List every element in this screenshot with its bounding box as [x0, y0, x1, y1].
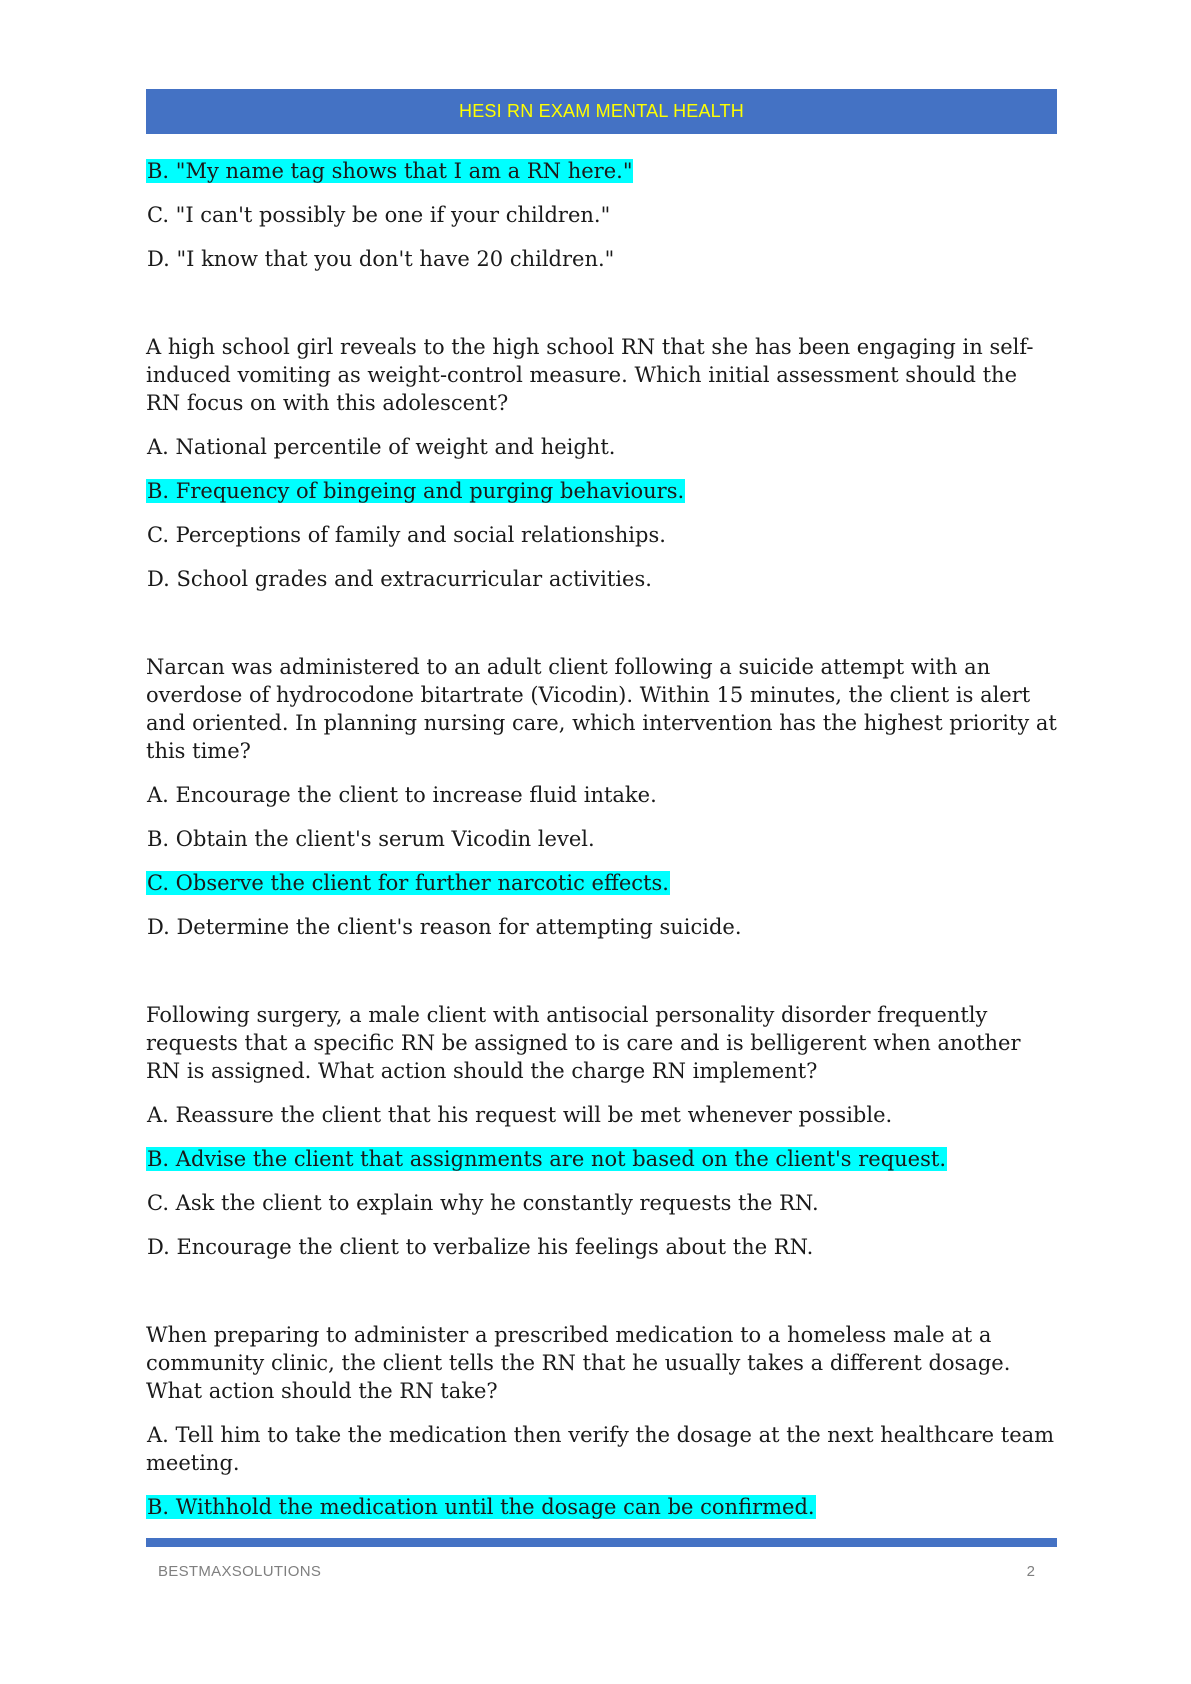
question-block: [146, 333, 1057, 593]
answer-option-text: C. Perceptions of family and social relationships.: [147, 523, 666, 547]
answer-option-correct: [146, 1145, 1057, 1173]
answer-option: [146, 1421, 1057, 1477]
question-text: A high school girl reveals to the high school RN that she has been engaging in self-induced vomiting as weight-control measure. Which initial assessment should the RN focus on with this adolescent?: [146, 335, 1034, 415]
answer-option: [146, 565, 1057, 593]
block-spacer: [146, 1277, 1057, 1321]
block-spacer: [146, 289, 1057, 333]
answer-option: [146, 245, 1057, 273]
answer-option-text: B. Advise the client that assignments are not based on the client's request.: [147, 1147, 946, 1171]
page-title: HESI RN EXAM MENTAL HEALTH: [459, 101, 744, 121]
question-block: [146, 653, 1057, 941]
answer-option-text: B. "My name tag shows that I am a RN here.": [147, 159, 633, 183]
answer-option-text: A. Tell him to take the medication then verify the dosage at the next healthcare team meeting.: [146, 1423, 1055, 1475]
answer-option-text: C. Ask the client to explain why he constantly requests the RN.: [147, 1191, 819, 1215]
answer-option-text: A. Encourage the client to increase fluid intake.: [147, 783, 657, 807]
page-number: 2: [1026, 1563, 1035, 1580]
header-bar: [146, 89, 1057, 134]
answer-option: [146, 1189, 1057, 1217]
answer-option-text: A. Reassure the client that his request will be met whenever possible.: [147, 1103, 893, 1127]
block-spacer: [146, 609, 1057, 653]
answer-option: [146, 201, 1057, 229]
answer-option-text: B. Obtain the client's serum Vicodin level.: [147, 827, 595, 851]
footer-publisher: BESTMAXSOLUTIONS: [158, 1563, 322, 1580]
answer-option-correct: [146, 1493, 1057, 1521]
answer-option-text: C. Observe the client for further narcotic effects.: [147, 871, 669, 895]
answer-option-correct: [146, 869, 1057, 897]
question-block: [146, 1321, 1057, 1521]
block-spacer: [146, 957, 1057, 1001]
answer-option-text: D. "I know that you don't have 20 children.": [147, 247, 615, 271]
answer-option: [146, 521, 1057, 549]
answer-option-text: A. National percentile of weight and height.: [147, 435, 616, 459]
question-text: When preparing to administer a prescribed medication to a homeless male at a community clinic, the client tells the RN that he usually takes a different dosage. What action should the RN take?: [146, 1323, 1011, 1403]
answer-option-text: D. Determine the client's reason for attempting suicide.: [147, 915, 742, 939]
question-block: [146, 157, 1057, 273]
answer-option: [146, 781, 1057, 809]
answer-option-correct: [146, 477, 1057, 505]
answer-option-correct: [146, 157, 1057, 185]
answer-option-text: D. School grades and extracurricular activities.: [147, 567, 652, 591]
answer-option-text: B. Frequency of bingeing and purging behaviours.: [147, 479, 685, 503]
answer-option-text: C. "I can't possibly be one if your children.": [147, 203, 611, 227]
answer-option: [146, 1233, 1057, 1261]
question-text: Narcan was administered to an adult client following a suicide attempt with an overdose of hydrocodone bitartrate (Vicodin). Within 15 minutes, the client is alert and oriented. In planning nursing care, which intervention has the highest priority at this time?: [146, 655, 1057, 763]
answer-option-text: B. Withhold the medication until the dosage can be confirmed.: [147, 1495, 815, 1519]
answer-option: [146, 913, 1057, 941]
answer-option-text: D. Encourage the client to verbalize his feelings about the RN.: [147, 1235, 814, 1259]
answer-option: [146, 433, 1057, 461]
question-list: [146, 157, 1057, 1537]
question-text: Following surgery, a male client with antisocial personality disorder frequently requests that a specific RN be assigned to is care and is belligerent when another RN is assigned. What action should the charge RN implement?: [146, 1003, 1021, 1083]
footer-divider: [146, 1538, 1057, 1547]
question-block: [146, 1001, 1057, 1261]
answer-option: [146, 825, 1057, 853]
answer-option: [146, 1101, 1057, 1129]
